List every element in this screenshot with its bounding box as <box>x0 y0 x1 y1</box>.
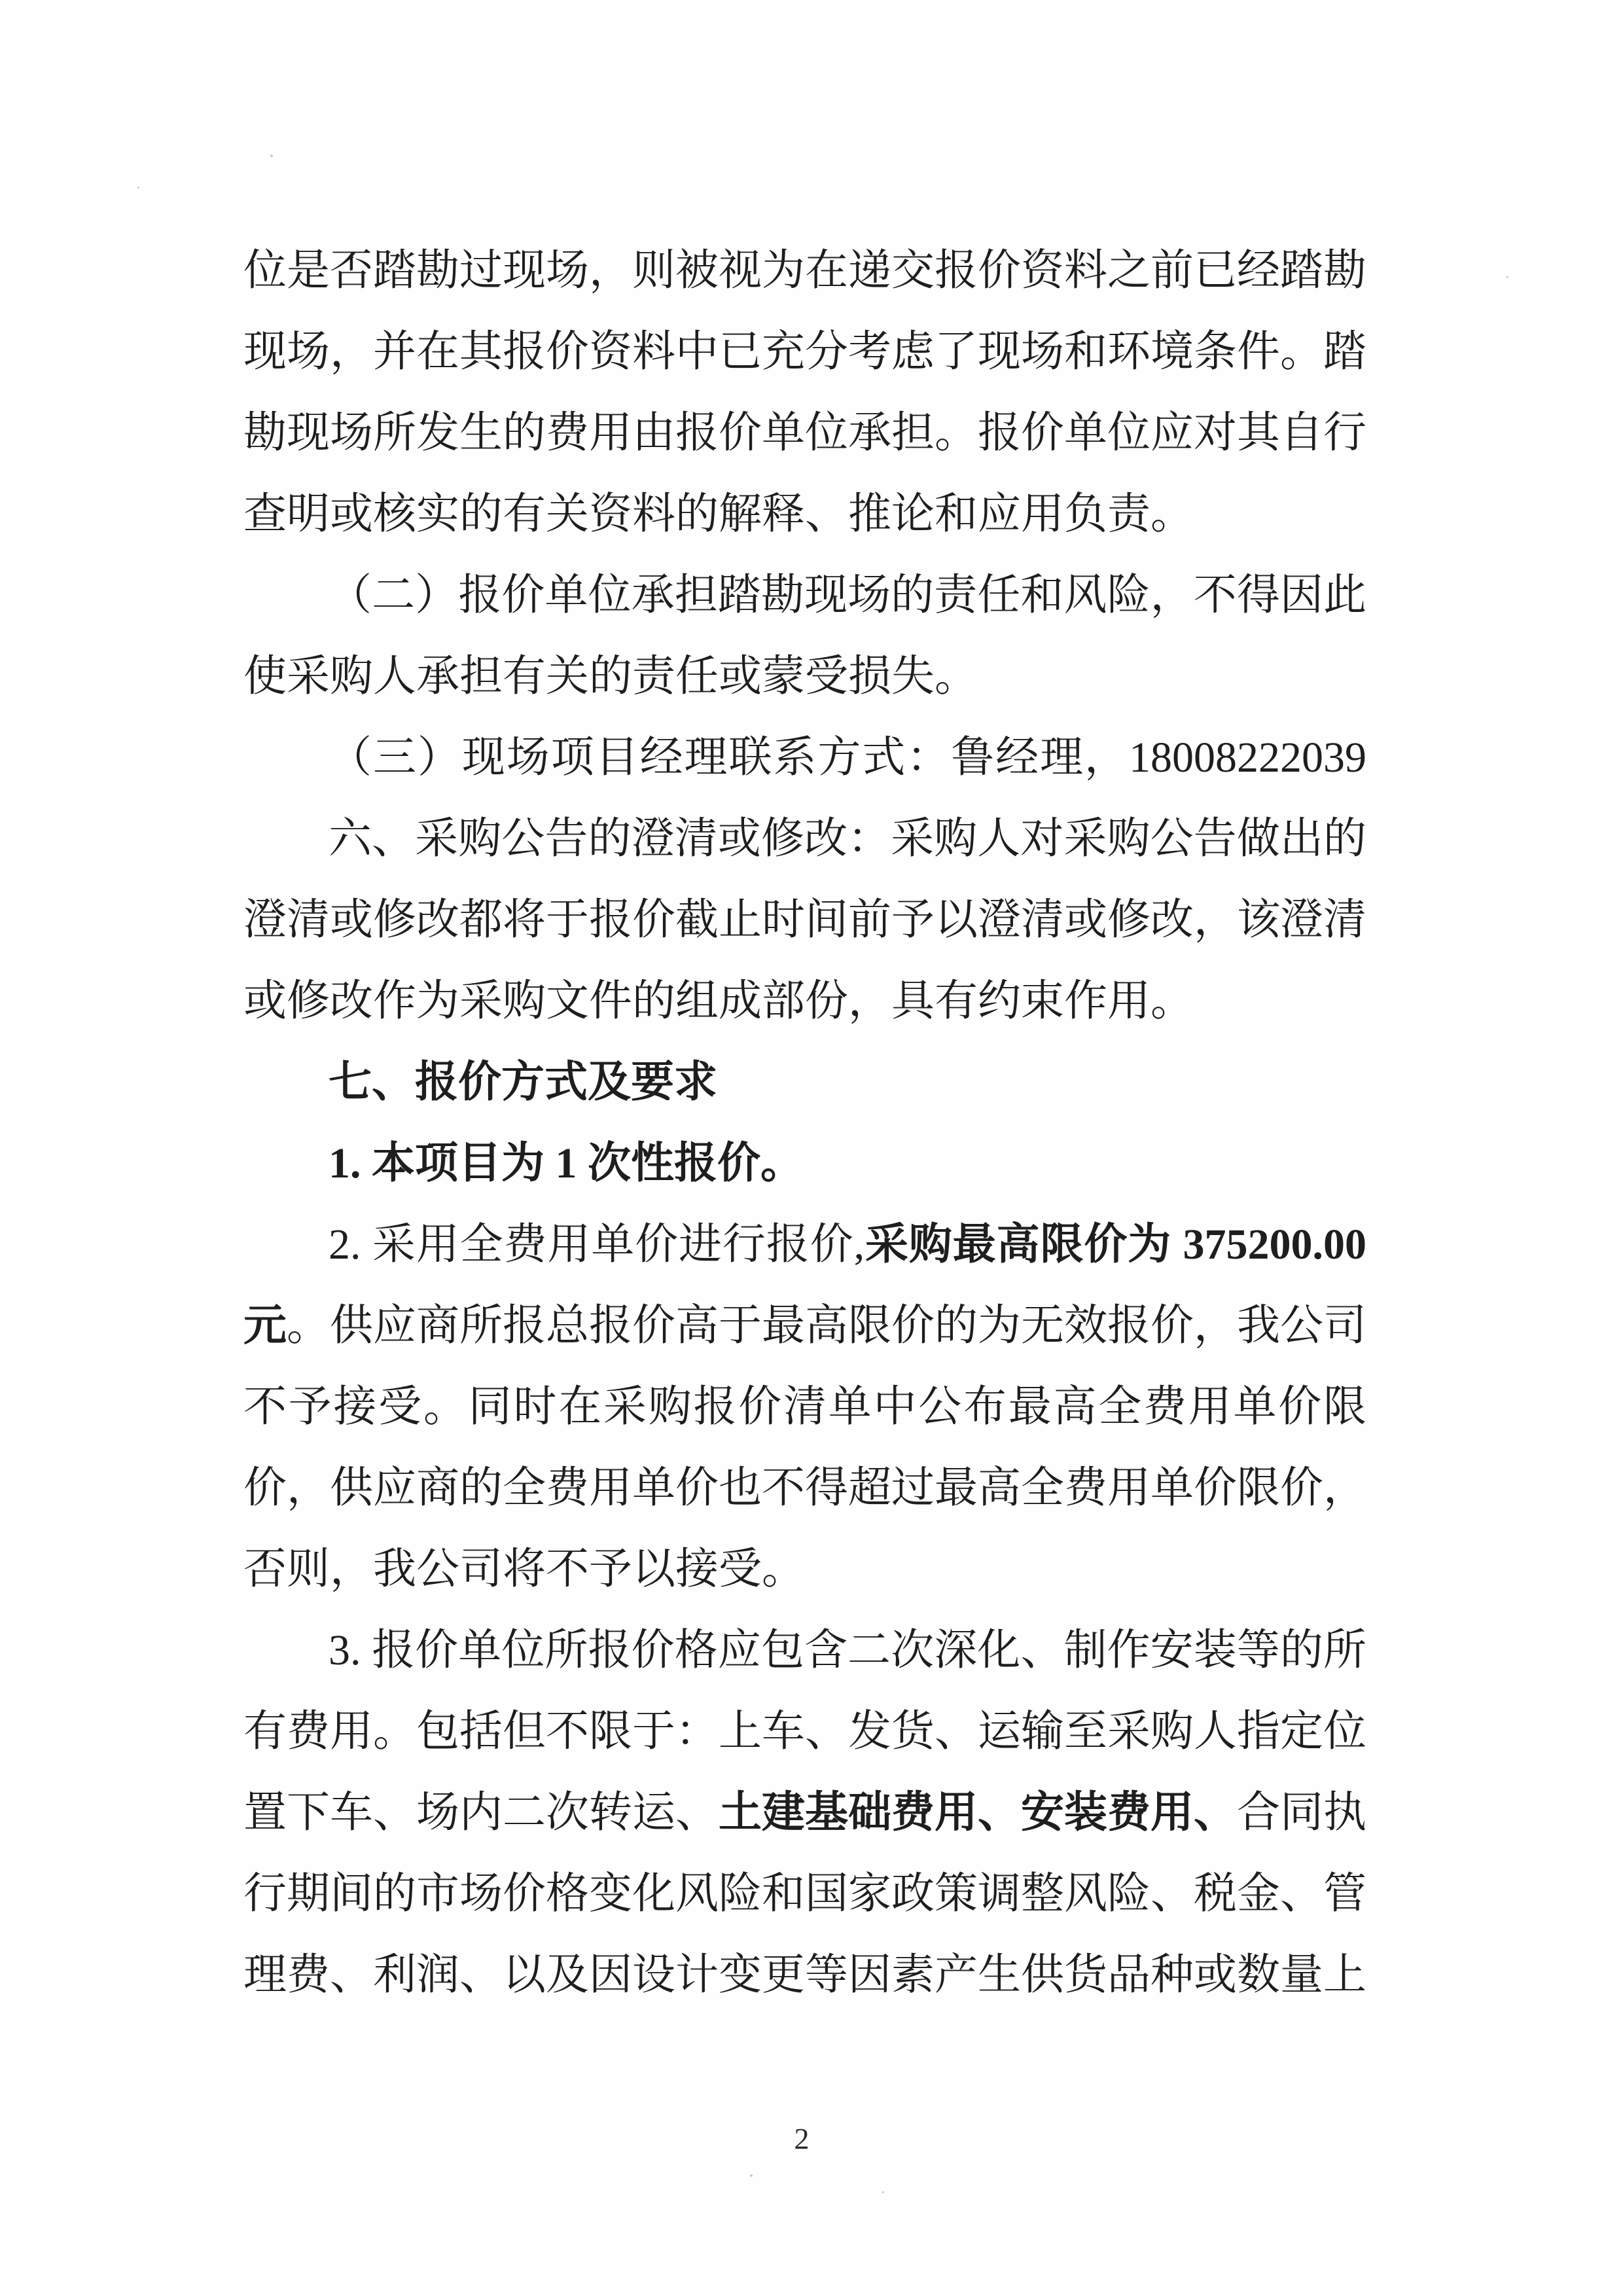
text-segment: 或修改作为采购文件的组成部份，具有约束作用。 <box>243 977 1194 1025</box>
text-line <box>243 1529 1366 1610</box>
text-segment: 。供应商所报总报价高于最高限价的为无效报价，我公司 <box>287 1302 1366 1350</box>
text-segment: （三）现场项目经理联系方式：鲁经理，18008222039 <box>329 734 1366 781</box>
text-segment: 有费用。包括但不限于：上车、发货、运输至采购人指定位 <box>243 1708 1366 1755</box>
text-line <box>243 1204 1366 1285</box>
text-line <box>243 1854 1366 1935</box>
text-segment: 置下车、场内二次转运、 <box>243 1789 719 1837</box>
text-segment: 元 <box>243 1302 287 1350</box>
text-line <box>243 1123 1366 1204</box>
text-segment: 勘现场所发生的费用由报价单位承担。报价单位应对其自行 <box>243 409 1366 457</box>
text-segment: 价，供应商的全费用单价也不得超过最高全费用单价限价， <box>243 1464 1366 1512</box>
text-segment: （二）报价单位承担踏勘现场的责任和风险，不得因此 <box>329 571 1366 619</box>
text-line <box>243 312 1366 393</box>
text-segment: 六、采购公告的澄清或修改：采购人对采购公告做出的 <box>329 815 1366 863</box>
text-segment: 使采购人承担有关的责任或蒙受损失。 <box>243 653 978 700</box>
page-number: 2 <box>794 2122 810 2155</box>
text-segment: 不予接受。同时在采购报价清单中公布最高全费用单价限 <box>243 1383 1366 1431</box>
text-segment: 否则，我公司将不予以接受。 <box>243 1545 805 1593</box>
text-segment: 2. 采用全费用单价进行报价, <box>329 1221 865 1268</box>
text-line <box>243 961 1366 1042</box>
text-segment: 行期间的市场价格变化风险和国家政策调整风险、税金、管 <box>243 1870 1366 1918</box>
text-segment: 合同执 <box>1237 1789 1366 1837</box>
text-segment: 位是否踏勘过现场，则被视为在递交报价资料之前已经踏勘 <box>243 247 1366 295</box>
text-segment: 七、报价方式及要求 <box>329 1058 717 1106</box>
scan-speck <box>137 187 139 188</box>
text-line <box>243 1285 1366 1367</box>
scan-speck <box>882 2191 884 2193</box>
text-line <box>243 636 1366 717</box>
text-line <box>243 393 1366 474</box>
text-line <box>243 880 1366 961</box>
text-line <box>243 1448 1366 1529</box>
text-line <box>243 474 1366 555</box>
text-line <box>243 1691 1366 1772</box>
text-line <box>243 1042 1366 1123</box>
text-segment: 澄清或修改都将于报价截止时间前予以澄清或修改，该澄清 <box>243 896 1366 944</box>
text-segment: 采购最高限价为 375200.00 <box>865 1221 1367 1268</box>
text-line <box>243 1772 1366 1854</box>
scan-speck <box>270 154 273 157</box>
text-line <box>243 1610 1366 1691</box>
text-segment: 查明或核实的有关资料的解释、推论和应用负责。 <box>243 490 1194 538</box>
text-segment: 现场，并在其报价资料中已充分考虑了现场和环境条件。踏 <box>243 328 1366 376</box>
text-line <box>243 717 1366 798</box>
text-line <box>243 555 1366 636</box>
text-line <box>243 1367 1366 1448</box>
text-line <box>243 230 1366 312</box>
text-segment: 3. 报价单位所报价格应包含二次深化、制作安装等的所 <box>329 1626 1366 1674</box>
scan-speck <box>1507 276 1508 278</box>
document-body <box>243 230 1366 2016</box>
text-segment: 1. 本项目为 1 次性报价。 <box>329 1139 804 1187</box>
text-segment: 理费、利润、以及因设计变更等因素产生供货品种或数量上 <box>243 1951 1366 1999</box>
scan-speck <box>750 2174 753 2177</box>
text-line <box>243 798 1366 880</box>
text-line <box>243 1935 1366 2016</box>
text-segment: 土建基础费用、安装费用、 <box>719 1789 1237 1837</box>
